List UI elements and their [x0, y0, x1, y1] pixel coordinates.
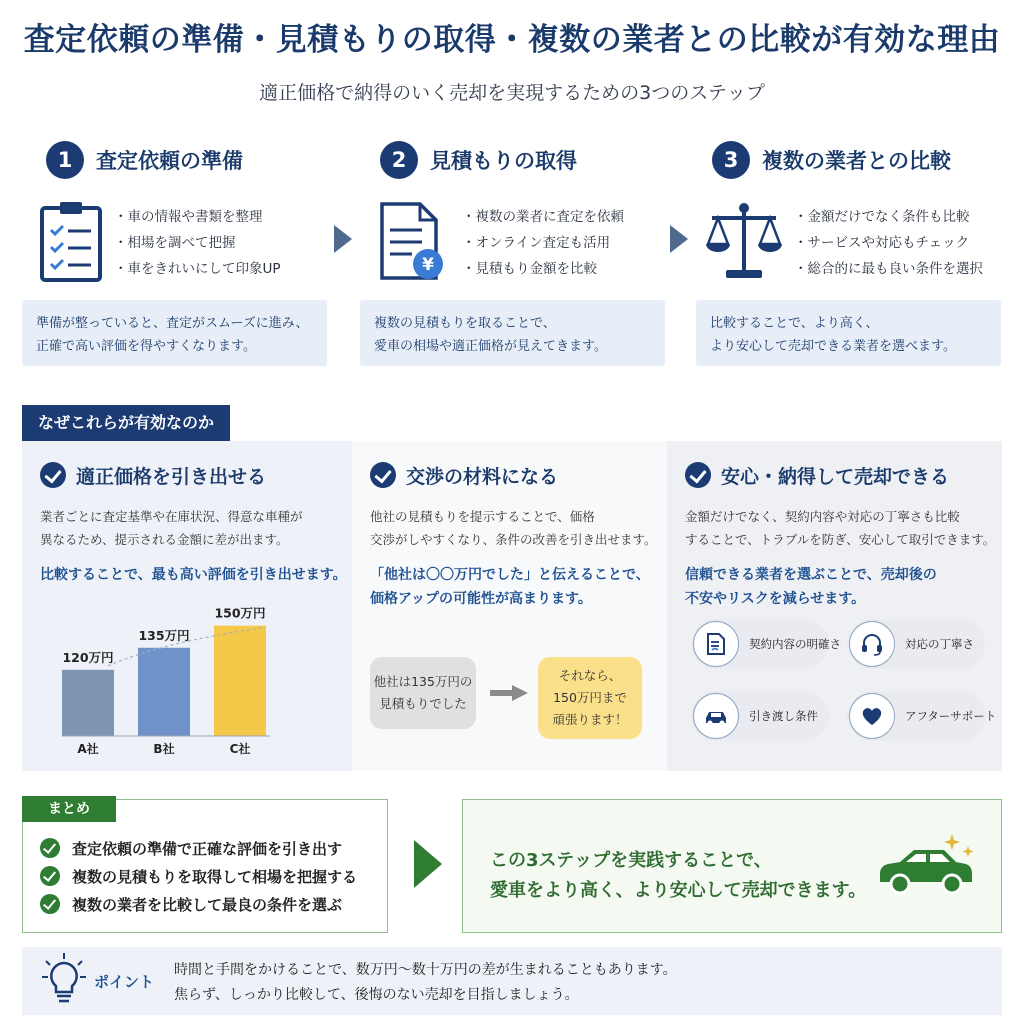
check-icon: [370, 462, 396, 488]
note-line: より安心して売却できる業者を選べます。: [710, 339, 956, 354]
feature-label: 契約内容の明確さ: [749, 637, 841, 651]
bubble-line: それなら、: [558, 668, 622, 683]
step-arrow: [334, 225, 352, 253]
headset-icon: [860, 632, 884, 656]
bubble-line: 150万円まで: [553, 690, 627, 705]
why-emphasis: [40, 563, 347, 587]
why-panel: [22, 441, 1002, 771]
step-2: [374, 138, 690, 354]
category-label: C社: [229, 742, 251, 756]
heart-icon: [860, 705, 884, 727]
step-arrow: [670, 225, 688, 253]
clipboard-icon: [36, 200, 106, 282]
point-text: [174, 958, 677, 1008]
scale-icon: [704, 200, 784, 282]
arrow-right-icon: [490, 685, 528, 701]
conclusion-text: [490, 846, 866, 906]
summary-item-label: 査定依頼の準備で正確な評価を引き出す: [72, 839, 343, 858]
why-body: [370, 505, 657, 551]
summary-item: [40, 834, 357, 862]
step-number: 1: [46, 141, 84, 179]
bullet-item: ・ 相場を調べて把握: [114, 230, 281, 256]
bullet-item: ・ 見積もり金額を比較: [462, 256, 624, 282]
why-title: 交渉の材料になる: [406, 465, 559, 488]
why-body: [40, 505, 334, 551]
bar-A社: [62, 670, 114, 736]
bullet-item: ・ 車をきれいにして印象UP: [114, 256, 281, 282]
summary-arrow: [414, 840, 442, 888]
step-note: [360, 300, 665, 366]
feature-contract: [691, 619, 841, 669]
bullet-item: ・ サービスや対応もチェック: [794, 230, 983, 256]
lightbulb-icon: [40, 951, 88, 1007]
feature-service: [847, 619, 985, 669]
step-title: 複数の業者との比較: [762, 149, 951, 173]
speech-bubble-customer: [370, 657, 476, 729]
note-line: 愛車の相場や適正価格が見えてきます。: [374, 339, 607, 354]
check-icon: [40, 866, 60, 886]
check-icon: [40, 838, 60, 858]
body-line: 金額だけでなく、契約内容や対応の丁寧さも比較: [685, 509, 960, 524]
speech-bubble-dealer: [538, 657, 642, 739]
feature-label: 対応の丁寧さ: [905, 637, 974, 651]
body-line: 業者ごとに査定基準や在庫状況、得意な車種が: [40, 509, 303, 524]
note-line: 正確で高い評価を得やすくなります。: [36, 339, 256, 354]
note-line: 比較することで、より高く、: [710, 316, 879, 331]
step-1: [36, 138, 356, 354]
check-icon: [40, 462, 66, 488]
feature-label: アフターサポート: [905, 709, 997, 723]
note-line: 準備が整っていると、査定がスムーズに進み、: [36, 316, 309, 331]
bar-B社: [138, 648, 190, 736]
why-emphasis: [685, 563, 984, 611]
bar-C社: [214, 626, 266, 736]
conclusion-line: この3ステップを実践することで、: [490, 850, 772, 871]
step-note: [696, 300, 1001, 366]
why-title: 安心・納得して売却できる: [721, 465, 950, 488]
step-title: 見積もりの取得: [430, 149, 577, 173]
why-col-peace-of-mind: [667, 441, 1002, 771]
bubble-line: 他社は135万円の: [373, 674, 473, 689]
why-section-tag: なぜこれらが有効なのか: [22, 405, 230, 441]
step-number: 2: [380, 141, 418, 179]
bullet-item: ・ 複数の業者に査定を依頼: [462, 204, 624, 230]
conclusion-line: 愛車をより高く、より安心して売却できます。: [490, 880, 867, 901]
bullet-item: ・ オンライン査定も活用: [462, 230, 624, 256]
page-title: 査定依頼の準備・見積もりの取得・複数の業者との比較が有効な理由: [23, 22, 1001, 58]
feature-label: 引き渡し条件: [749, 709, 818, 723]
summary-list: [40, 834, 357, 918]
why-title: 適正価格を引き出せる: [76, 465, 267, 488]
bullet-item: ・ 車の情報や書類を整理: [114, 204, 281, 230]
svg-text:¥: ¥: [422, 255, 434, 275]
why-col-negotiation: [352, 441, 667, 771]
emphasis-line: 不安やリスクを減らせます。: [685, 591, 866, 607]
document-yen-icon: [376, 200, 446, 282]
body-line: 交渉がしやすくなり、条件の改善を引き出せます。: [370, 532, 657, 547]
data-label: 150万円: [214, 605, 266, 621]
car-sparkle-icon: [872, 828, 980, 900]
emphasis-line: 比較することで、最も高い評価を引き出せます。: [40, 567, 347, 583]
point-label: ポイント: [94, 973, 155, 991]
note-line: 複数の見積もりを取ることで、: [374, 316, 556, 331]
summary-item: [40, 862, 357, 890]
bullet-item: ・ 総合的に最も良い条件を選択: [794, 256, 983, 282]
bubble-line: 見積もりでした: [379, 696, 467, 711]
bullet-item: ・ 金額だけでなく条件も比較: [794, 204, 983, 230]
summary-item-label: 複数の見積もりを取得して相場を把握する: [72, 867, 358, 886]
emphasis-line: 信頼できる業者を選ぶことで、売却後の: [685, 567, 937, 583]
step-note: [22, 300, 327, 366]
summary-tag: まとめ: [22, 796, 116, 822]
data-label: 135万円: [138, 627, 190, 643]
point-line: 焦らず、しっかり比較して、後悔のない売却を目指しましょう。: [174, 987, 579, 1003]
data-label: 120万円: [62, 649, 114, 665]
emphasis-line: 「他社は〇〇万円でした」と伝えることで、: [370, 567, 650, 583]
page-subtitle: 適正価格で納得のいく売却を実現するための3つのステップ: [259, 82, 765, 104]
summary-item-label: 複数の業者を比較して最良の条件を選ぶ: [72, 895, 343, 914]
step-number: 3: [712, 141, 750, 179]
emphasis-line: 価格アップの可能性が高まります。: [370, 591, 592, 607]
summary-item: [40, 890, 357, 918]
car-icon: [703, 705, 729, 727]
price-bar-chart: [62, 591, 332, 761]
category-label: B社: [153, 742, 175, 756]
contract-icon: [704, 632, 728, 656]
step-bullets: [794, 204, 983, 282]
category-label: A社: [77, 742, 99, 756]
check-icon: [685, 462, 711, 488]
feature-delivery: [691, 691, 829, 741]
step-title: 査定依頼の準備: [96, 149, 243, 173]
body-line: 異なるため、提示される金額に差が出ます。: [40, 532, 289, 547]
bubble-line: 頑張ります！: [552, 712, 628, 727]
why-emphasis: [370, 563, 649, 611]
check-icon: [40, 894, 60, 914]
body-line: 他社の見積もりを提示することで、価格: [370, 509, 595, 524]
step-3: [710, 138, 1022, 354]
step-bullets: [462, 204, 624, 282]
why-body: [685, 505, 996, 551]
step-bullets: [114, 204, 281, 282]
why-col-fair-price: [22, 441, 352, 771]
feature-aftersupport: [847, 691, 997, 741]
point-line: 時間と手間をかけることで、数万円～数十万円の差が生まれることもあります。: [174, 962, 677, 978]
body-line: することで、トラブルを防ぎ、安心して取引できます。: [685, 532, 996, 547]
